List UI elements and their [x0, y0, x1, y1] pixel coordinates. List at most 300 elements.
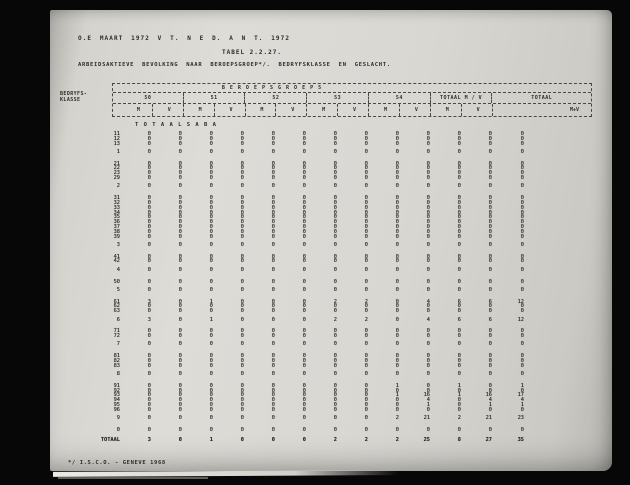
row-label: 8 [116, 371, 120, 378]
row-label: 23 [113, 170, 120, 177]
table-cell: 0 [488, 258, 492, 265]
table-cell: 0 [333, 233, 337, 240]
table-cell: 0 [333, 135, 337, 142]
column-subhead: M [368, 104, 399, 116]
row-label: 35 [113, 214, 120, 221]
table-cell: 0 [240, 436, 244, 443]
table-cell: 0 [178, 170, 182, 177]
table-cell: 0 [209, 328, 213, 335]
column-subhead: M [430, 104, 461, 116]
table-row [50, 235, 606, 240]
table-cell: 0 [178, 387, 182, 394]
table-cell: 0 [271, 165, 275, 172]
table-cell: 0 [147, 362, 151, 369]
table-cell: 0 [240, 253, 244, 260]
table-cell: 0 [271, 175, 275, 182]
table-cell: 0 [426, 253, 430, 260]
table-cell: 0 [488, 199, 492, 206]
table-cell: 0 [271, 415, 275, 422]
table-cell: 0 [457, 286, 461, 293]
column-subhead: M [245, 104, 276, 116]
table-cell: 0 [364, 214, 368, 221]
table-cell: 0 [426, 266, 430, 273]
table-cell: 0 [209, 415, 213, 422]
table-cell: 2 [333, 436, 337, 443]
table-cell: 0 [302, 316, 306, 323]
table-cell: 0 [333, 278, 337, 285]
table-cell: 0 [147, 258, 151, 265]
table-cell: 0 [426, 219, 430, 226]
table-cell: 0 [488, 175, 492, 182]
table-cell: 0 [426, 278, 430, 285]
table-cell: 0 [147, 387, 151, 394]
table-cell: 0 [333, 140, 337, 147]
table-cell: 0 [488, 209, 492, 216]
table-cell: 3 [147, 316, 151, 323]
table-cell: 0 [395, 278, 399, 285]
table-cell: 0 [395, 258, 399, 265]
table-cell: 0 [426, 308, 430, 315]
table-cell: 0 [364, 195, 368, 202]
table-cell: 0 [457, 148, 461, 155]
table-cell: 1 [488, 402, 492, 409]
table-cell: 0 [240, 140, 244, 147]
table-cell: 0 [395, 175, 399, 182]
row-label: 92 [113, 387, 120, 394]
table-cell: 0 [426, 303, 430, 310]
table-cell: 0 [271, 253, 275, 260]
table-cell: 0 [488, 333, 492, 340]
table-cell: 0 [302, 362, 306, 369]
table-cell: 0 [271, 402, 275, 409]
table-cell: 0 [209, 426, 213, 433]
table-row [50, 438, 606, 443]
table-cell: 0 [178, 148, 182, 155]
table-cell: 0 [333, 371, 337, 378]
table-cell: 0 [240, 219, 244, 226]
table-cell: 0 [333, 397, 337, 404]
table-cell: 0 [488, 228, 492, 235]
table-cell: 0 [395, 219, 399, 226]
table-cell: 0 [302, 219, 306, 226]
table-cell: 0 [395, 233, 399, 240]
table-cell: 0 [209, 214, 213, 221]
column-group: 52 [244, 93, 306, 103]
table-cell: 0 [302, 165, 306, 172]
table-cell: 0 [333, 415, 337, 422]
table-cell: 1 [520, 402, 524, 409]
table-cell: 0 [209, 183, 213, 190]
row-label: 91 [113, 382, 120, 389]
table-cell: 0 [520, 233, 524, 240]
table-cell: 0 [302, 195, 306, 202]
table-cell: 0 [209, 160, 213, 167]
table-cell: 0 [147, 278, 151, 285]
table-cell: 0 [426, 223, 430, 230]
table-cell: 0 [457, 175, 461, 182]
table-cell: 0 [271, 219, 275, 226]
table-cell: 0 [302, 131, 306, 137]
table-cell: 0 [209, 358, 213, 364]
table-cell: 0 [426, 341, 430, 348]
table-cell: 0 [209, 371, 213, 378]
table-cell: 0 [333, 387, 337, 394]
row-cells [120, 318, 542, 323]
table-cell: 0 [426, 204, 430, 211]
table-cell: 0 [178, 204, 182, 211]
table-cell: 0 [488, 214, 492, 221]
table-cell: 0 [302, 175, 306, 182]
table-row [50, 364, 606, 369]
table-cell: 0 [302, 199, 306, 206]
table-cell: 0 [457, 426, 461, 433]
table-cell: 0 [457, 140, 461, 147]
table-cell: 0 [178, 160, 182, 167]
table-cell: 0 [488, 341, 492, 348]
table-cell: 0 [240, 214, 244, 221]
column-subhead: M+V [492, 104, 591, 116]
table-cell: 0 [178, 353, 182, 360]
table-cell: 2 [395, 436, 399, 443]
table-cell: 0 [333, 183, 337, 190]
table-cell: 0 [364, 328, 368, 335]
table-cell: 0 [488, 382, 492, 389]
table-cell: 0 [457, 303, 461, 310]
table-cell: 0 [178, 362, 182, 369]
table-cell: 0 [240, 397, 244, 404]
row-label: 83 [113, 362, 120, 369]
table-cell: 0 [178, 131, 182, 137]
table-cell: 0 [364, 233, 368, 240]
table-cell: 0 [488, 160, 492, 167]
table-cell: 0 [271, 199, 275, 206]
table-cell: 0 [488, 183, 492, 190]
table-cell: 0 [147, 170, 151, 177]
table-cell: 0 [209, 362, 213, 369]
table-cell: 4 [488, 397, 492, 404]
row-cells [120, 342, 542, 347]
table-cell: 0 [426, 371, 430, 378]
table-cell: 0 [457, 266, 461, 273]
table-cell: 0 [240, 204, 244, 211]
table-cell: 0 [302, 214, 306, 221]
table-cell: 0 [457, 170, 461, 177]
table-cell: 0 [488, 362, 492, 369]
table-cell: 0 [209, 223, 213, 230]
table-cell: 0 [178, 436, 182, 443]
table-cell: 0 [426, 148, 430, 155]
table-cell: 0 [240, 286, 244, 293]
table-cell: 0 [209, 333, 213, 340]
table-cell: 0 [240, 266, 244, 273]
row-label: 1 [116, 148, 120, 155]
table-cell: 0 [488, 308, 492, 315]
table-cell: 0 [302, 353, 306, 360]
table-cell: 0 [488, 278, 492, 285]
table-cell: 17 [517, 392, 524, 399]
table-cell: 16 [485, 392, 492, 399]
table-cell: 2 [333, 316, 337, 323]
table-cell: 0 [457, 253, 461, 260]
table-cell: 0 [520, 426, 524, 433]
table-cell: 0 [240, 415, 244, 422]
table-cell: 0 [488, 328, 492, 335]
table-cell: 0 [364, 253, 368, 260]
table-cell: 0 [333, 170, 337, 177]
table-cell: 0 [426, 175, 430, 182]
row-cells [120, 309, 542, 314]
table-cell: 0 [520, 199, 524, 206]
row-cells [120, 334, 542, 339]
table-cell: 1 [395, 382, 399, 389]
table-cell: 0 [147, 406, 151, 413]
row-label: 61 [113, 298, 120, 305]
table-cell: 0 [209, 148, 213, 155]
table-cell: 0 [302, 382, 306, 389]
table-cell: 0 [271, 358, 275, 364]
row-label: 38 [113, 228, 120, 235]
table-cell: 0 [426, 358, 430, 364]
row-label: 41 [113, 253, 120, 260]
table-cell: 0 [395, 228, 399, 235]
table-cell: 2 [395, 415, 399, 422]
table-cell: 0 [426, 135, 430, 142]
table-cell: 0 [364, 397, 368, 404]
table-cell: 0 [271, 214, 275, 221]
table-cell: 0 [271, 160, 275, 167]
table-cell: 0 [147, 183, 151, 190]
row-label: 36 [113, 219, 120, 226]
table-cell: 0 [426, 241, 430, 248]
table-cell: 0 [520, 140, 524, 147]
table-cell: 1 [457, 382, 461, 389]
table-cell: 0 [488, 253, 492, 260]
table-cell: 0 [426, 214, 430, 221]
table-cell: 0 [147, 328, 151, 335]
table-cell: 0 [209, 140, 213, 147]
table-cell: 0 [178, 426, 182, 433]
table-cell: 0 [364, 415, 368, 422]
table-row [50, 408, 606, 413]
table-cell: 0 [271, 426, 275, 433]
table-cell: 0 [178, 397, 182, 404]
table-cell: 0 [240, 392, 244, 399]
table-cell: 0 [302, 415, 306, 422]
row-header-label [50, 83, 112, 117]
table-cell: 0 [147, 253, 151, 260]
table-cell: 0 [147, 266, 151, 273]
table-cell: 0 [271, 131, 275, 137]
table-cell: 0 [271, 382, 275, 389]
table-cell: 0 [395, 387, 399, 394]
table-cell: 0 [520, 308, 524, 315]
table-cell: 0 [426, 140, 430, 147]
occupation-group-span-header: B E R O E P S G R O E P 5 [221, 85, 323, 91]
table-cell: 0 [240, 353, 244, 360]
table-cell: 0 [364, 165, 368, 172]
row-header-line2: KLASSE [60, 96, 81, 103]
table-cell: 0 [271, 209, 275, 216]
table-cell: 0 [271, 278, 275, 285]
table-cell: 0 [271, 328, 275, 335]
table-cell: 0 [209, 131, 213, 137]
table-cell: 0 [240, 228, 244, 235]
table-cell: 0 [426, 183, 430, 190]
table-cell: 0 [178, 258, 182, 265]
table-cell: 0 [147, 165, 151, 172]
table-cell: 0 [520, 286, 524, 293]
table-row [50, 309, 606, 314]
table-cell: 0 [178, 223, 182, 230]
table-cell: 0 [302, 392, 306, 399]
table-row [50, 318, 606, 323]
table-cell: 0 [488, 286, 492, 293]
table-cell: 0 [271, 228, 275, 235]
table-cell: 0 [333, 402, 337, 409]
table-cell: 0 [426, 362, 430, 369]
table-cell: 0 [333, 286, 337, 293]
table-cell: 0 [302, 135, 306, 142]
footnote: */ I.S.C.O. - GENEVE 1968 [68, 460, 166, 466]
table-cell: 0 [488, 241, 492, 248]
table-cell: 0 [147, 353, 151, 360]
table-cell: 0 [147, 241, 151, 248]
table-cell: 0 [520, 195, 524, 202]
table-cell: 0 [457, 165, 461, 172]
table-cell: 0 [457, 353, 461, 360]
table-row [50, 268, 606, 273]
table-cell: 0 [426, 382, 430, 389]
table-cell: 0 [178, 358, 182, 364]
table-cell: 0 [395, 286, 399, 293]
table-cell: 0 [364, 341, 368, 348]
row-label: 12 [113, 135, 120, 142]
table-cell: 0 [240, 402, 244, 409]
table-cell: 0 [240, 148, 244, 155]
table-cell: 0 [147, 233, 151, 240]
row-cells [120, 268, 542, 273]
table-cell: 0 [520, 135, 524, 142]
table-cell: 1 [426, 402, 430, 409]
table-cell: 3 [147, 436, 151, 443]
table-cell: 0 [395, 195, 399, 202]
table-cell: 0 [302, 278, 306, 285]
row-label: 82 [113, 358, 120, 364]
table-cell: 0 [457, 341, 461, 348]
table-cell: 0 [178, 341, 182, 348]
row-label: 0 [116, 426, 120, 433]
table-cell: 0 [178, 402, 182, 409]
table-cell: 0 [271, 233, 275, 240]
table-cell: 0 [147, 382, 151, 389]
table-cell: 0 [302, 228, 306, 235]
table-cell: 0 [426, 170, 430, 177]
table-cell: 0 [520, 148, 524, 155]
table-cell: 0 [520, 170, 524, 177]
table-cell: 0 [209, 382, 213, 389]
row-label: 39 [113, 233, 120, 240]
table-cell: 0 [488, 406, 492, 413]
table-cell: 0 [364, 382, 368, 389]
table-cell: 0 [426, 258, 430, 265]
table-cell: 0 [271, 316, 275, 323]
table-cell: 0 [457, 258, 461, 265]
table-cell: 0 [395, 199, 399, 206]
table-cell: 0 [271, 397, 275, 404]
table-cell: 0 [333, 148, 337, 155]
row-cells [120, 280, 542, 285]
table-cell: 0 [178, 382, 182, 389]
row-label: 34 [113, 209, 120, 216]
column-subhead: M [306, 104, 337, 116]
table-cell: 0 [333, 214, 337, 221]
table-cell: 0 [488, 223, 492, 230]
row-label: 7 [116, 341, 120, 348]
table-cell: 0 [364, 228, 368, 235]
table-cell: 0 [209, 199, 213, 206]
table-cell: 0 [520, 371, 524, 378]
table-cell: 0 [395, 131, 399, 137]
row-label: 71 [113, 328, 120, 335]
table-cell: 0 [209, 278, 213, 285]
row-label: 9 [116, 415, 120, 422]
table-cell: 0 [457, 195, 461, 202]
table-cell: 0 [209, 165, 213, 172]
table-cell: 0 [271, 223, 275, 230]
table-cell: 16 [423, 392, 430, 399]
row-cells [120, 235, 542, 240]
table-cell: 0 [395, 148, 399, 155]
table-cell: 0 [426, 333, 430, 340]
table-cell: 0 [302, 333, 306, 340]
table-cell: 0 [333, 228, 337, 235]
table-cell: 0 [364, 223, 368, 230]
column-subhead: V [461, 104, 492, 116]
table-cell: 0 [271, 195, 275, 202]
table-cell: 0 [240, 183, 244, 190]
table-cell: 0 [457, 397, 461, 404]
table-cell: 1 [457, 392, 461, 399]
table-cell: 0 [457, 308, 461, 315]
table-cell: 0 [333, 392, 337, 399]
table-cell: 0 [271, 387, 275, 394]
table-cell: 21 [423, 415, 430, 422]
column-subhead: M [136, 107, 140, 113]
table-row [50, 342, 606, 347]
table-cell: 0 [457, 278, 461, 285]
table-cell: 0 [271, 135, 275, 142]
table-cell: 0 [333, 362, 337, 369]
table-cell: 0 [457, 219, 461, 226]
table-cell: 0 [426, 353, 430, 360]
row-cells [120, 372, 542, 377]
table-cell: 0 [302, 426, 306, 433]
table-cell: 0 [240, 298, 244, 305]
table-cell: 0 [520, 358, 524, 364]
table-cell: 0 [271, 241, 275, 248]
table-cell: 0 [178, 316, 182, 323]
table-cell: 0 [520, 160, 524, 167]
table-cell: 0 [395, 135, 399, 142]
table-cell: 0 [364, 402, 368, 409]
table-cell: 0 [457, 402, 461, 409]
table-cell: 0 [520, 328, 524, 335]
table-cell: 0 [488, 266, 492, 273]
table-row [50, 259, 606, 264]
table-cell: 0 [488, 387, 492, 394]
table-cell: 0 [240, 165, 244, 172]
table-cell: 0 [302, 233, 306, 240]
